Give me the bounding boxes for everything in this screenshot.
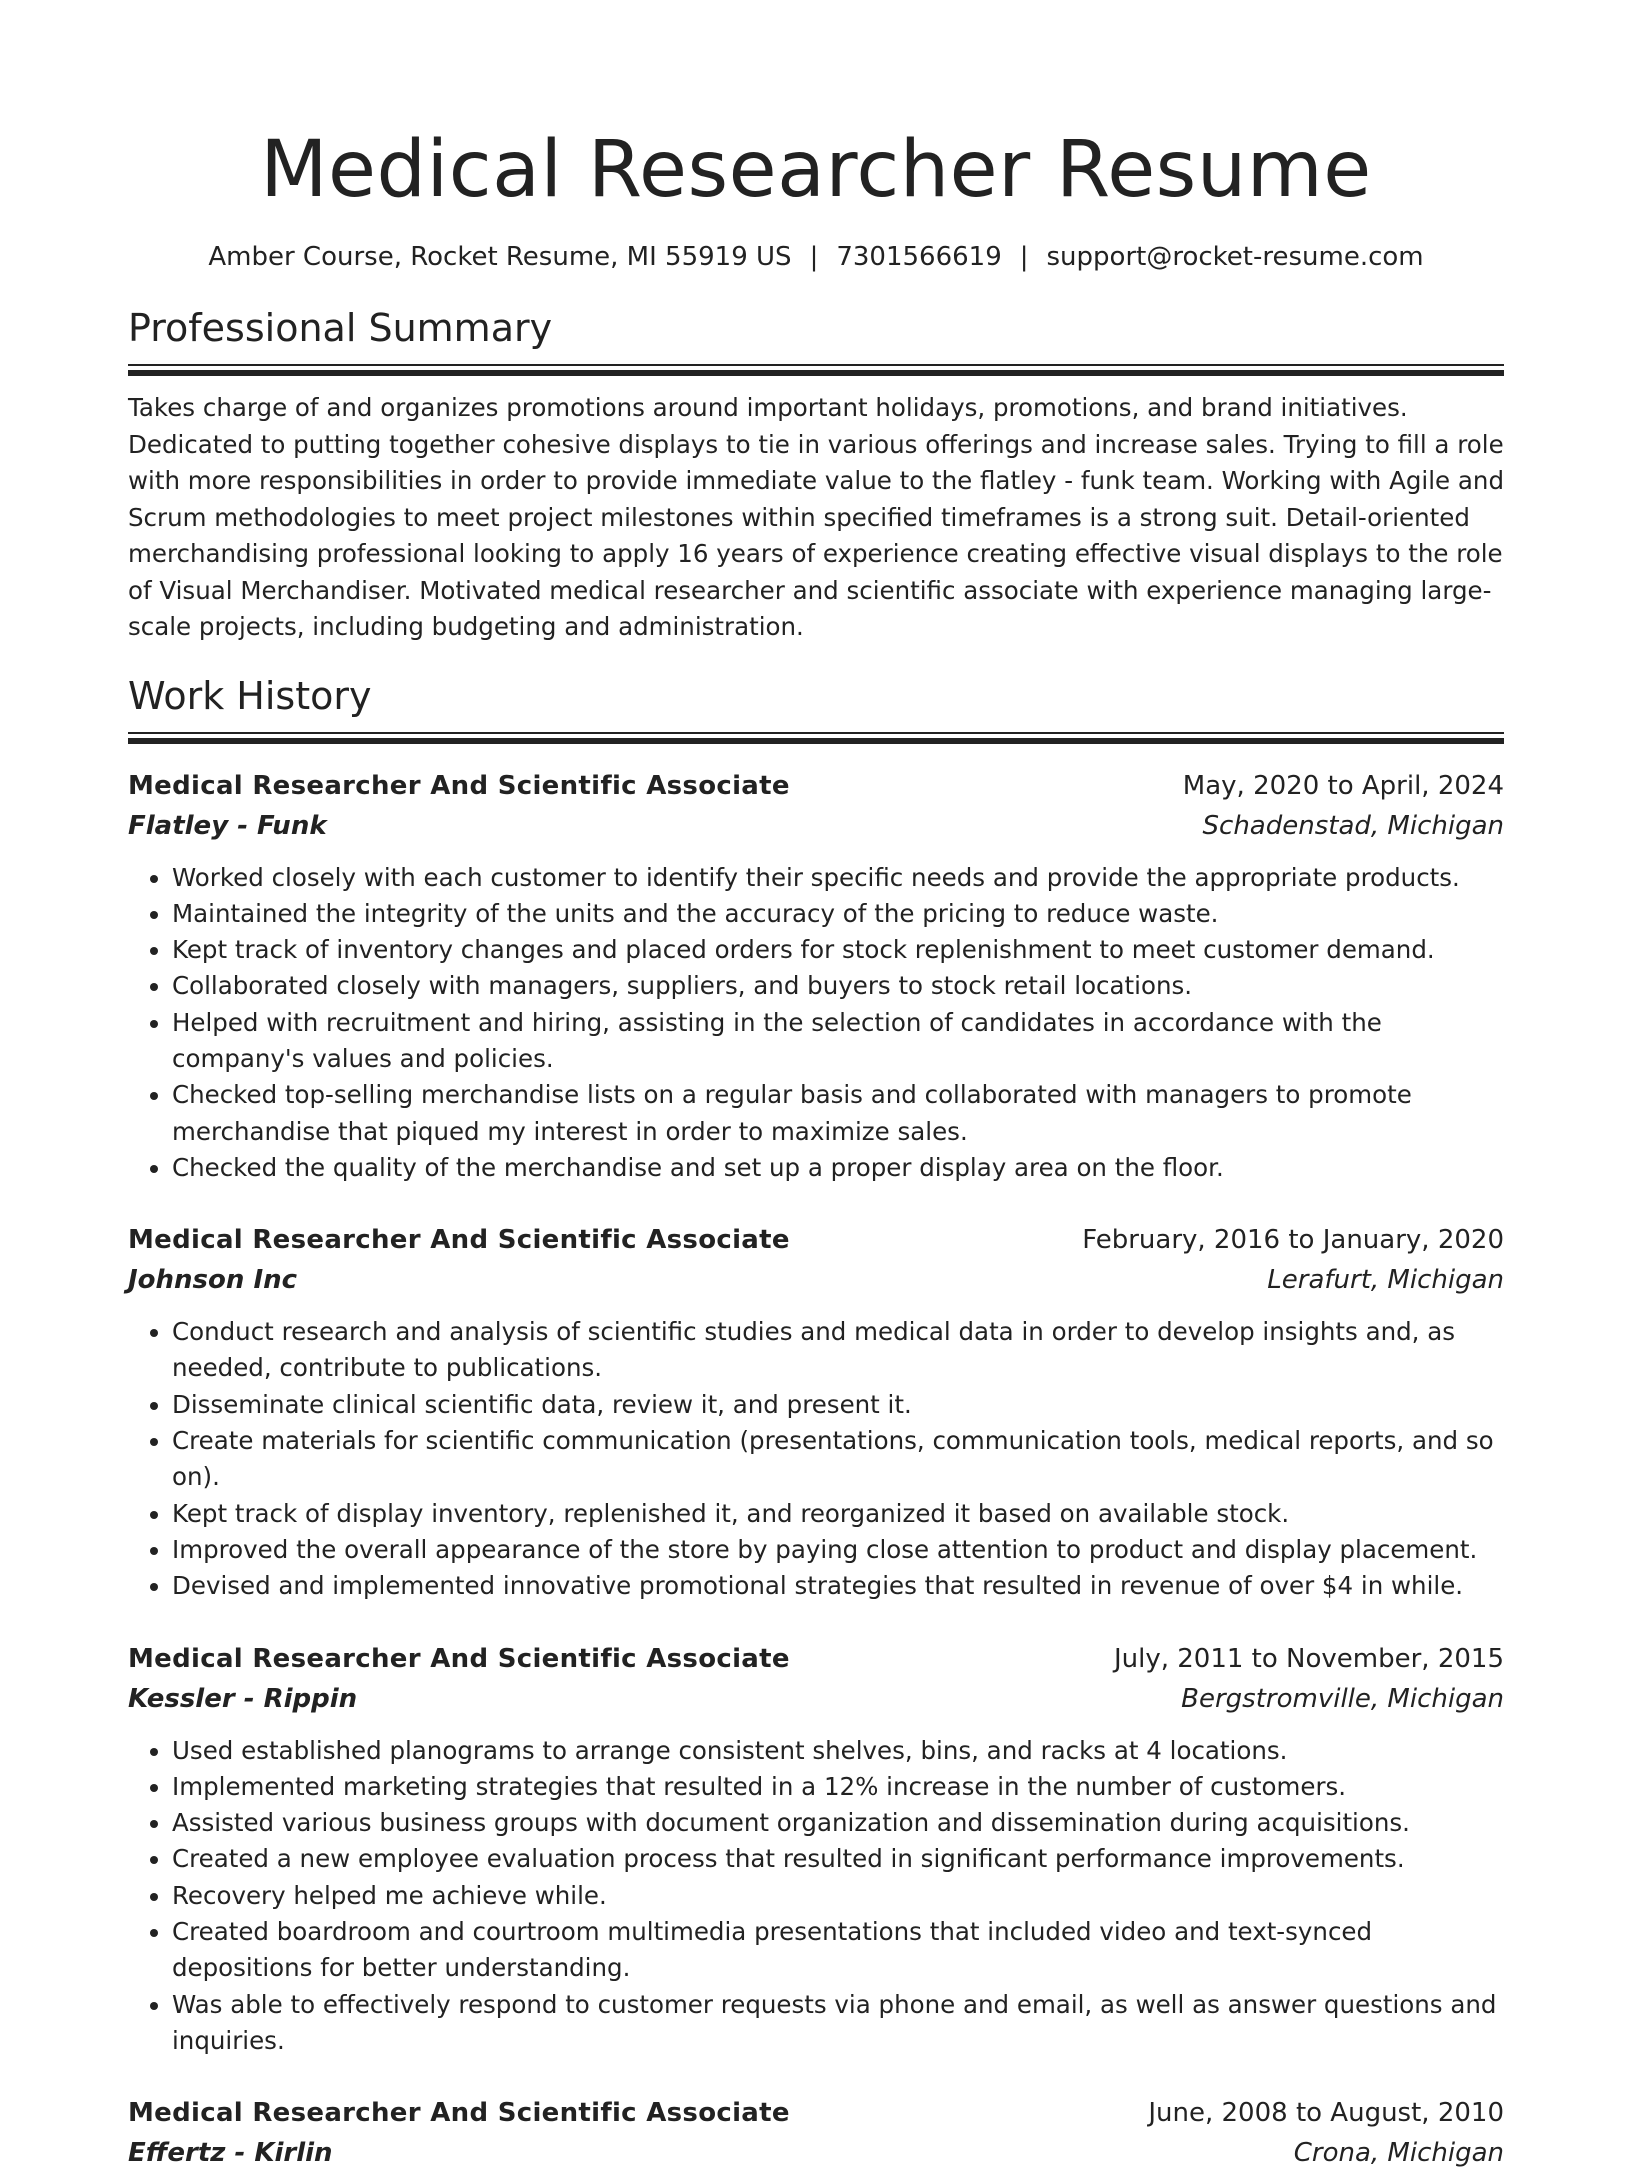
contact-phone: 7301566619 bbox=[836, 242, 1001, 272]
resume-title: Medical Researcher Resume bbox=[128, 120, 1504, 220]
job-entry bbox=[128, 1639, 1504, 2060]
job-title: Medical Researcher And Scientific Associate bbox=[128, 1220, 790, 1260]
job-location: Bergstromville, Michigan bbox=[1181, 1679, 1504, 1719]
job-bullet: • Maintained the integrity of the units and the accuracy of the pricing to reduce waste. bbox=[172, 896, 1504, 932]
section-heading-work-history: Work History bbox=[128, 672, 1504, 720]
contact-email[interactable]: support@rocket-resume.com bbox=[1047, 242, 1424, 272]
job-header-row bbox=[128, 766, 1504, 806]
job-header-row bbox=[128, 1220, 1504, 1260]
section-heading-summary: Professional Summary bbox=[128, 304, 1504, 352]
job-bullet: • Disseminate clinical scientific data, review it, and present it. bbox=[172, 1387, 1504, 1423]
job-company: Flatley - Funk bbox=[128, 806, 327, 846]
job-bullet: • Kept track of display inventory, replenished it, and reorganized it based on available stock. bbox=[172, 1496, 1504, 1532]
job-bullet: • Recovery helped me achieve while. bbox=[172, 1878, 1504, 1914]
job-bullet: • Collaborated closely with managers, suppliers, and buyers to stock retail locations. bbox=[172, 968, 1504, 1004]
professional-summary-section bbox=[128, 304, 1504, 646]
job-bullet: • Helped with recruitment and hiring, assisting in the selection of candidates in accordance with the company's values and policies. bbox=[172, 1005, 1504, 1078]
summary-text: Takes charge of and organizes promotions around important holidays, promotions, and brand initiatives. Dedicated to putting together cohesive displays to tie in various offerings and increase sales. Trying to fill a role with more responsibilities in order to provide immediate value to the flatley - funk team. Working with Agile and Scrum methodologies to meet project milestones within specified timeframes is a strong suit. Detail-oriented merchandising professional looking to apply 16 years of experience creating effective visual displays to the role of Visual Merchandiser. Motivated medical researcher and scientific associate with experience managing large-scale projects, including budgeting and administration. bbox=[128, 390, 1504, 646]
job-subheader-row bbox=[128, 1260, 1504, 1300]
contact-separator: | bbox=[1002, 242, 1047, 272]
contact-separator: | bbox=[792, 242, 837, 272]
job-bullet-list bbox=[128, 1314, 1504, 1604]
job-bullet: • Checked the quality of the merchandise and set up a proper display area on the floor. bbox=[172, 1150, 1504, 1186]
job-subheader-row bbox=[128, 1679, 1504, 1719]
job-bullet: • Kept track of inventory changes and placed orders for stock replenishment to meet customer demand. bbox=[172, 932, 1504, 968]
contact-line bbox=[128, 240, 1504, 274]
job-location: Lerafurt, Michigan bbox=[1267, 1260, 1504, 1300]
contact-address: Amber Course, Rocket Resume, MI 55919 US bbox=[208, 242, 791, 272]
job-bullet: • Used established planograms to arrange consistent shelves, bins, and racks at 4 locations. bbox=[172, 1733, 1504, 1769]
job-dates: July, 2011 to November, 2015 bbox=[1114, 1639, 1504, 1679]
job-entry bbox=[128, 2093, 1504, 2173]
job-company: Kessler - Rippin bbox=[128, 1679, 357, 1719]
job-header-row bbox=[128, 1639, 1504, 1679]
job-title: Medical Researcher And Scientific Associate bbox=[128, 2093, 790, 2133]
job-header-row bbox=[128, 2093, 1504, 2133]
job-location: Crona, Michigan bbox=[1294, 2133, 1504, 2173]
job-company: Effertz - Kirlin bbox=[128, 2133, 333, 2173]
job-entry bbox=[128, 1220, 1504, 1604]
job-title: Medical Researcher And Scientific Associate bbox=[128, 766, 790, 806]
job-location: Schadenstad, Michigan bbox=[1203, 806, 1504, 846]
job-title: Medical Researcher And Scientific Associate bbox=[128, 1639, 790, 1679]
section-divider bbox=[128, 364, 1504, 376]
job-bullet: • Created a new employee evaluation process that resulted in significant performance improvements. bbox=[172, 1841, 1504, 1877]
job-entry bbox=[128, 766, 1504, 1187]
section-divider bbox=[128, 732, 1504, 744]
job-bullet: • Created boardroom and courtroom multimedia presentations that included video and text-synced depositions for better understanding. bbox=[172, 1914, 1504, 1987]
job-bullet: • Was able to effectively respond to customer requests via phone and email, as well as answer questions and inquiries. bbox=[172, 1987, 1504, 2060]
job-bullet: • Assisted various business groups with document organization and dissemination during acquisitions. bbox=[172, 1805, 1504, 1841]
job-bullet: • Worked closely with each customer to identify their specific needs and provide the appropriate products. bbox=[172, 860, 1504, 896]
job-dates: June, 2008 to August, 2010 bbox=[1148, 2093, 1504, 2133]
job-bullet: • Devised and implemented innovative promotional strategies that resulted in revenue of over $4 in while. bbox=[172, 1568, 1504, 1604]
job-bullet: • Conduct research and analysis of scientific studies and medical data in order to develop insights and, as needed, contribute to publications. bbox=[172, 1314, 1504, 1387]
job-bullet-list bbox=[128, 1733, 1504, 2060]
job-bullet: • Improved the overall appearance of the store by paying close attention to product and display placement. bbox=[172, 1532, 1504, 1568]
job-company: Johnson Inc bbox=[128, 1260, 297, 1300]
job-bullet: • Create materials for scientific communication (presentations, communication tools, medical reports, and so on). bbox=[172, 1423, 1504, 1496]
work-history-section bbox=[128, 672, 1504, 2173]
job-subheader-row bbox=[128, 806, 1504, 846]
job-bullet: • Implemented marketing strategies that resulted in a 12% increase in the number of customers. bbox=[172, 1769, 1504, 1805]
job-dates: May, 2020 to April, 2024 bbox=[1183, 766, 1504, 806]
job-dates: February, 2016 to January, 2020 bbox=[1082, 1220, 1504, 1260]
job-subheader-row bbox=[128, 2133, 1504, 2173]
job-bullet: • Checked top-selling merchandise lists on a regular basis and collaborated with managers to promote merchandise that piqued my interest in order to maximize sales. bbox=[172, 1077, 1504, 1150]
job-bullet-list bbox=[128, 860, 1504, 1187]
